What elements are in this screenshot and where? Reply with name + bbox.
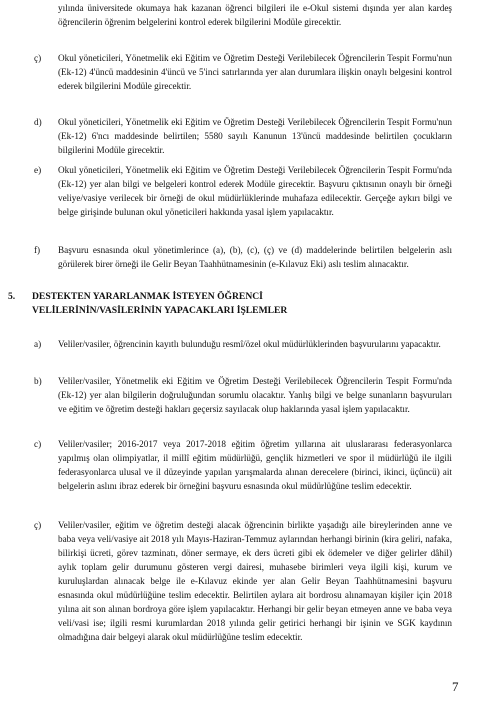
list-marker: ç)	[34, 520, 42, 530]
list-item-d	[34, 115, 452, 157]
list-marker: b)	[34, 376, 42, 386]
list-item-c-cedilla	[34, 51, 452, 93]
list-marker: d)	[34, 117, 42, 127]
section-title-line2: VELİLERİNİN/VASİLERİNİN YAPACAKLARI İŞLEMLER	[32, 305, 288, 316]
list-item-text: Başvuru esnasında okul yönetimlerince (a), (b), (c), (ç) ve (d) maddelerinde belirtilen belgelerin aslı görülerek birer örneği ile Gelir Beyan Taahhütnamesinin (e-Kılavuz Eki) aslı teslim alınacaktır.	[58, 245, 452, 269]
list-item-a	[34, 337, 452, 351]
list-item-text: Veliler/vasiler, Yönetmelik eki Eğitim ve Öğretim Desteği Verilebilecek Öğrencilerin Tespit Formu'nda (Ek-12) yer alan bilgilerin doğruluğundan sorumlu olacaktır. Yanlış bilgi ve belge sunanların başvuruları ve eğitim ve öğretim desteği hakları geçersiz sayılacak olup haklarında yasal işlem yapılacaktır.	[58, 376, 452, 414]
list-item-c-cedilla-2	[34, 518, 452, 644]
list-item-text: Okul yöneticileri, Yönetmelik eki Eğitim ve Öğretim Desteği Verilebilecek Öğrencilerin Tespit Formu'nun (Ek-12) 4'üncü maddesinin 4'üncü ve 5'inci satırlarında yer alan durumlara ilişkin onaylı belgesini kontrol ederek bilgilerini Modüle girecektir.	[58, 53, 452, 91]
list-marker: c)	[34, 439, 42, 449]
list-item-e	[34, 163, 452, 219]
list-item-text: Veliler/vasiler, eğitim ve öğretim desteği alacak öğrencinin birlikte yaşadığı aile bireylerinden anne ve baba veya veli/vasiye ait 2018 yılı Mayıs-Haziran-Temmuz aylarından herhangi birinin (kira geliri, nafaka, bilirkişi ücreti, görev tazminatı, döner sermaye, ek ders ücreti gibi ek ödemeler ve diğer gelirler dâhil) aylık toplam gelir durumunu gösteren vergi dairesi, muhasebe birimleri veya ilgili kişi, kurum ve kuruluşlardan alınacak belge ile e-Kılavuz ekinde yer alan Gelir Beyan Taahhütnamesini başvuru esnasında okul müdürlüğüne teslim edecektir. Belirtilen aylara ait bordrosu alınamayan kişiler için 2018 yılına ait son alınan bordroya göre işlem yapılacaktır. Herhangi bir gelir beyan etmeyen anne ve baba veya veli/vasi ise; ilgili resmi kurumlardan 2018 yılında gelir getirici herhangi bir işinin ve SGK kaydının olmadığına dair belgeyi alarak okul müdürlüğüne teslim edecektir.	[58, 520, 452, 642]
list-marker: e)	[34, 165, 42, 175]
list-marker: f)	[34, 245, 41, 255]
list-item-text: Veliler/vasiler, öğrencinin kayıtlı bulunduğu resmî/özel okul müdürlüklerinden başvurularını yapacaktır.	[58, 339, 441, 349]
list-marker: ç)	[34, 53, 42, 63]
list-item-b	[34, 374, 452, 416]
section-heading	[8, 290, 428, 318]
section-number: 5.	[8, 291, 16, 302]
page-number: 7	[452, 679, 459, 694]
list-item-f	[34, 243, 452, 271]
continuation-paragraph: yılında üniversitede okumaya hak kazanan öğrenci bilgileri ile e-Okul sistemi dışında yer alan kardeş öğrencilerin öğrenim belgelerini kontrol ederek bilgilerini Modüle girecektir.	[58, 3, 452, 27]
section-title-line1: DESTEKTEN YARARLANMAK İSTEYEN ÖĞRENCİ	[32, 291, 263, 302]
list-marker: a)	[34, 339, 42, 349]
list-item-text: Okul yöneticileri, Yönetmelik eki Eğitim ve Öğretim Desteği Verilebilecek Öğrencilerin Tespit Formu'nda (Ek-12) yer alan bilgi ve belgeleri kontrol ederek Modüle girecektir. Başvuru çıktısının onaylı bir örneği veliye/vasiye verilecek bir örneği de okul müdürlüklerinde muhafaza edilecektir. Gerçeğe aykırı bilgi ve belge girişinde bulunan okul yöneticileri hakkında yasal işlem yapılacaktır.	[58, 165, 452, 217]
list-item-c	[34, 437, 452, 493]
list-item-text: Veliler/vasiler; 2016-2017 veya 2017-2018 eğitim öğretim yıllarına ait uluslararası federasyonlarca yapılmış olan olimpiyatlar, il millî eğitim müdürlüğü, gençlik hizmetleri ve spor il müdürlüğü ile ilgili federasyonlarca ulusal ve il düzeyinde yapılan yarışmalarda alınan derecelere (birinci, ikinci, üçüncü) ait belgelerin aslını ibraz ederek bir örneğini başvuru esnasında okul müdürlüğüne teslim edecektir.	[58, 439, 452, 491]
list-item-text: Okul yöneticileri, Yönetmelik eki Eğitim ve Öğretim Desteği Verilebilecek Öğrencilerin Tespit Formu'nun (Ek-12) 6'ncı maddesinde belirtilen; 5580 sayılı Kanunun 13'üncü maddesinde belirtilen çocukların bilgilerini Modüle girecektir.	[58, 117, 452, 155]
